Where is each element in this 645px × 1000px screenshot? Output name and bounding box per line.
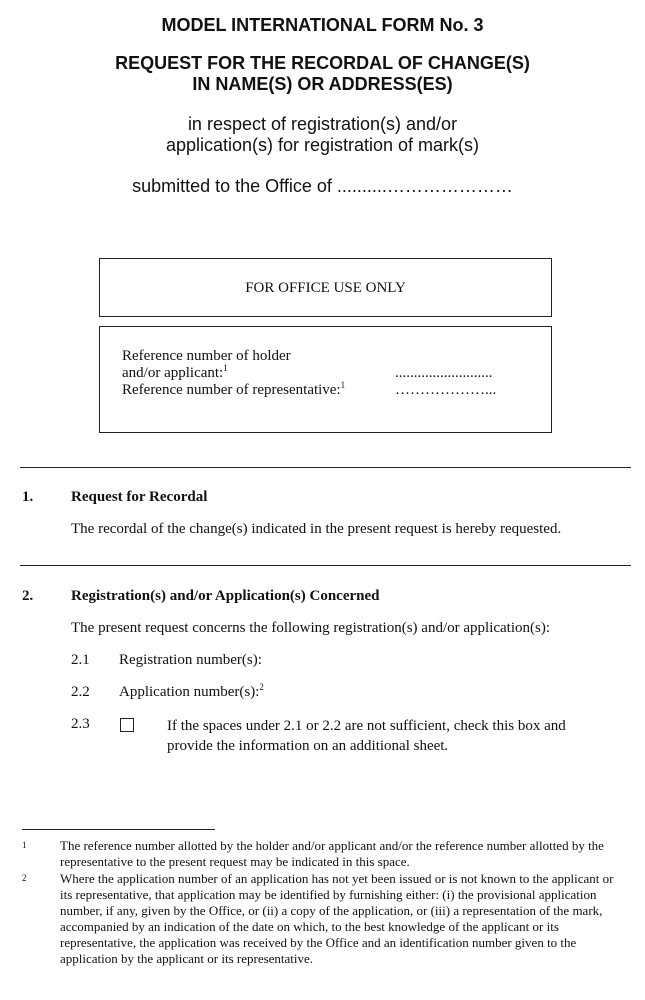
- rep-ref-field[interactable]: ………………...: [395, 382, 497, 398]
- footnote-ref-1b: 1: [340, 380, 346, 390]
- form-subtitle: [0, 114, 645, 156]
- footnote-2-mark: 2: [22, 873, 27, 883]
- footnote-2-text: Where the application number of an application has not yet been issued or is not known to the applicant or its representative, that application may be identified by furnishing either: (i) the provisional application number, if any, given by the Office, or (ii) a copy of the application, or (iii) a representation of the mark, accompanied by an indication of the date on which, to the best knowledge of the applicant or its representative, the application was received by the Office and an identification number given to the application by the applicant or its representative.: [60, 871, 614, 966]
- footnote-1-text: The reference number allotted by the holder and/or applicant and/or the reference number allotted by the representative to the present request may be indicated in this space.: [60, 838, 604, 869]
- rep-ref-label-text: Reference number of representative:: [122, 382, 341, 398]
- office-use-box: [99, 258, 552, 317]
- holder-ref-label-text: and/or applicant:: [122, 365, 224, 381]
- section1-heading: Request for Recordal: [71, 489, 208, 505]
- reference-box: [99, 326, 552, 433]
- holder-ref-label-line2: [122, 365, 228, 382]
- form-title: [0, 53, 645, 95]
- office-use-label: FOR OFFICE USE ONLY: [245, 280, 406, 296]
- section-divider: [20, 565, 631, 566]
- rep-ref-label: [122, 382, 345, 399]
- section2-heading: Registration(s) and/or Application(s) Concerned: [71, 588, 380, 604]
- item-2-2-number: 2.2: [71, 684, 90, 700]
- registration-numbers-field[interactable]: Registration number(s):: [119, 652, 262, 668]
- form-subtitle-line1: in respect of registration(s) and/or: [187, 114, 458, 134]
- section-divider: [20, 467, 631, 468]
- footnote-ref-1: 1: [223, 363, 228, 373]
- submitted-to-line[interactable]: submitted to the Office of ..........…………………: [132, 176, 513, 196]
- footnote-separator: [22, 829, 215, 830]
- item-2-3-number: 2.3: [71, 716, 90, 732]
- footnote-ref-2: 2: [259, 682, 264, 692]
- holder-ref-label-line1: Reference number of holder: [122, 348, 291, 364]
- application-numbers-label: Application number(s):: [119, 684, 260, 700]
- form-subtitle-line2: application(s) for registration of mark(s): [165, 135, 480, 155]
- form-number: MODEL INTERNATIONAL FORM No. 3: [161, 15, 484, 35]
- section2-body: The present request concerns the following registration(s) and/or application(s):: [71, 620, 551, 636]
- item-2-1-number: 2.1: [71, 652, 90, 668]
- application-numbers-field[interactable]: [119, 684, 264, 701]
- form-title-line2: IN NAME(S) OR ADDRESS(ES): [192, 74, 453, 94]
- additional-sheet-label: If the spaces under 2.1 or 2.2 are not sufficient, check this box and provide the information on an additional sheet.: [167, 718, 566, 754]
- section1-body: The recordal of the change(s) indicated in the present request is hereby requested.: [71, 521, 562, 537]
- section1-number: 1.: [22, 489, 34, 505]
- additional-sheet-checkbox[interactable]: [120, 718, 134, 732]
- section2-number: 2.: [22, 588, 34, 604]
- form-title-line1: REQUEST FOR THE RECORDAL OF CHANGE(S): [115, 53, 530, 73]
- holder-ref-field[interactable]: ..........................: [395, 365, 493, 381]
- footnote-1-mark: 1: [22, 840, 27, 850]
